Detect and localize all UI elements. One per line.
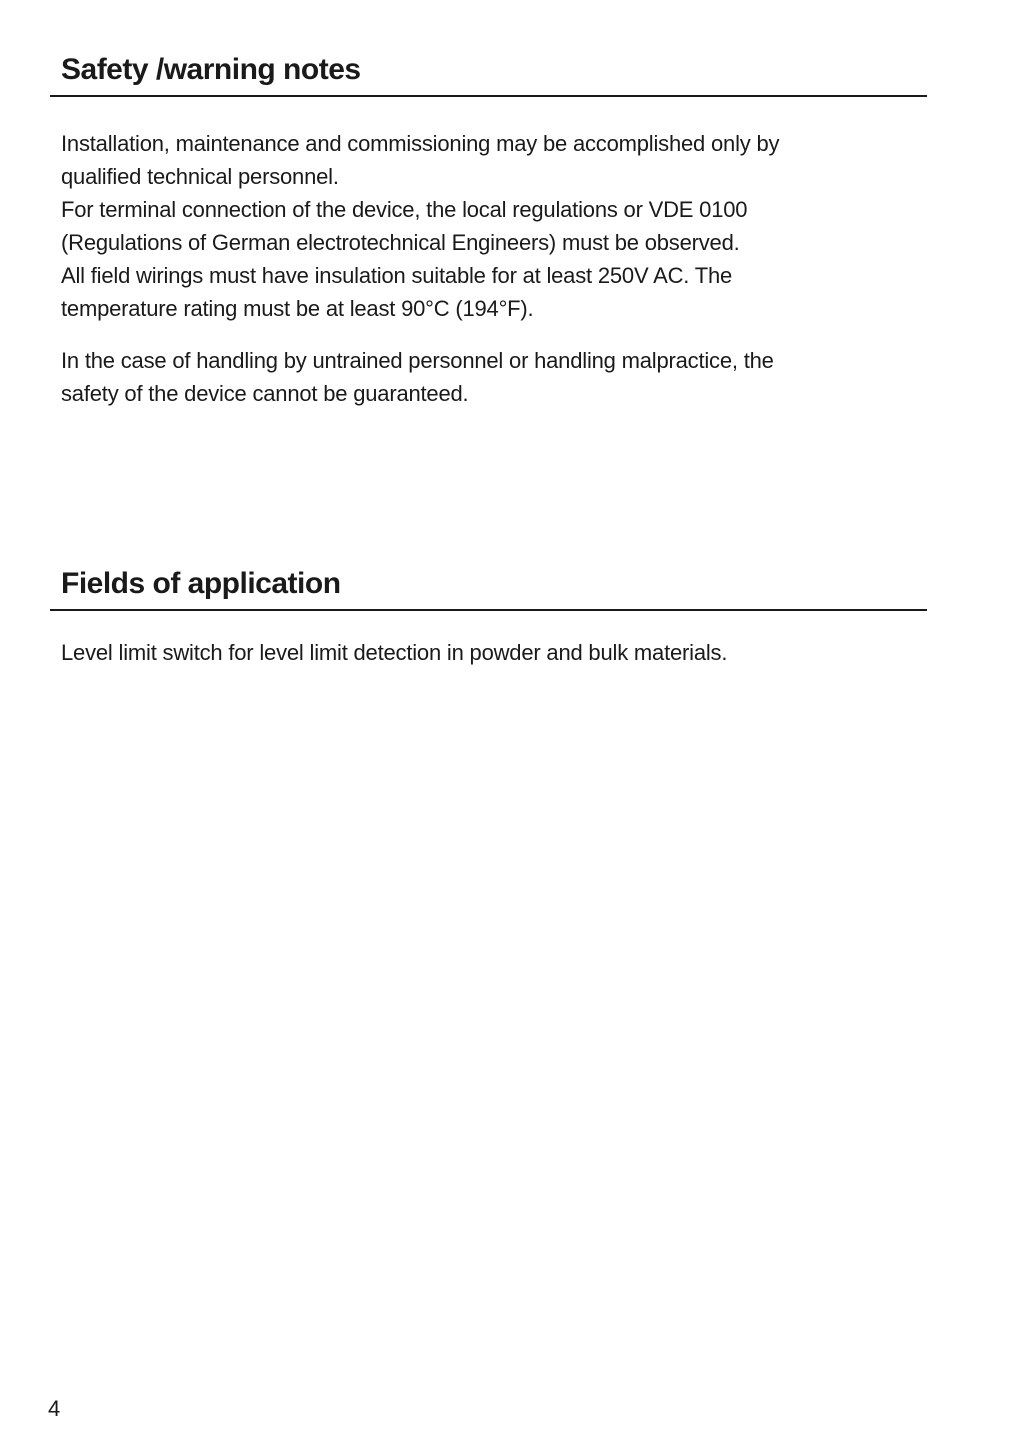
safety-malpractice-paragraph: In the case of handling by untrained personnel or handling malpractice, the safety of the device cannot be guaranteed. <box>61 348 774 406</box>
safety-instructions-paragraph: Installation, maintenance and commissioning may be accomplished only by qualified technical personnel. For terminal connection of the device, the local regulations or VDE 0100 (Regulations of German electrotechnical Engineers) must be observed. All field wirings must have insulation suitable for at least 250V AC. The temperature rating must be at least 90°C (194°F). <box>61 131 780 321</box>
safety-warning-section <box>50 51 927 410</box>
safety-warning-heading: Safety /warning notes <box>50 51 927 97</box>
page-number: 4 <box>48 1396 61 1421</box>
fields-of-application-section <box>50 565 927 669</box>
fields-of-application-heading: Fields of application <box>50 565 927 611</box>
fields-of-application-paragraph: Level limit switch for level limit detection in powder and bulk materials. <box>61 640 728 665</box>
